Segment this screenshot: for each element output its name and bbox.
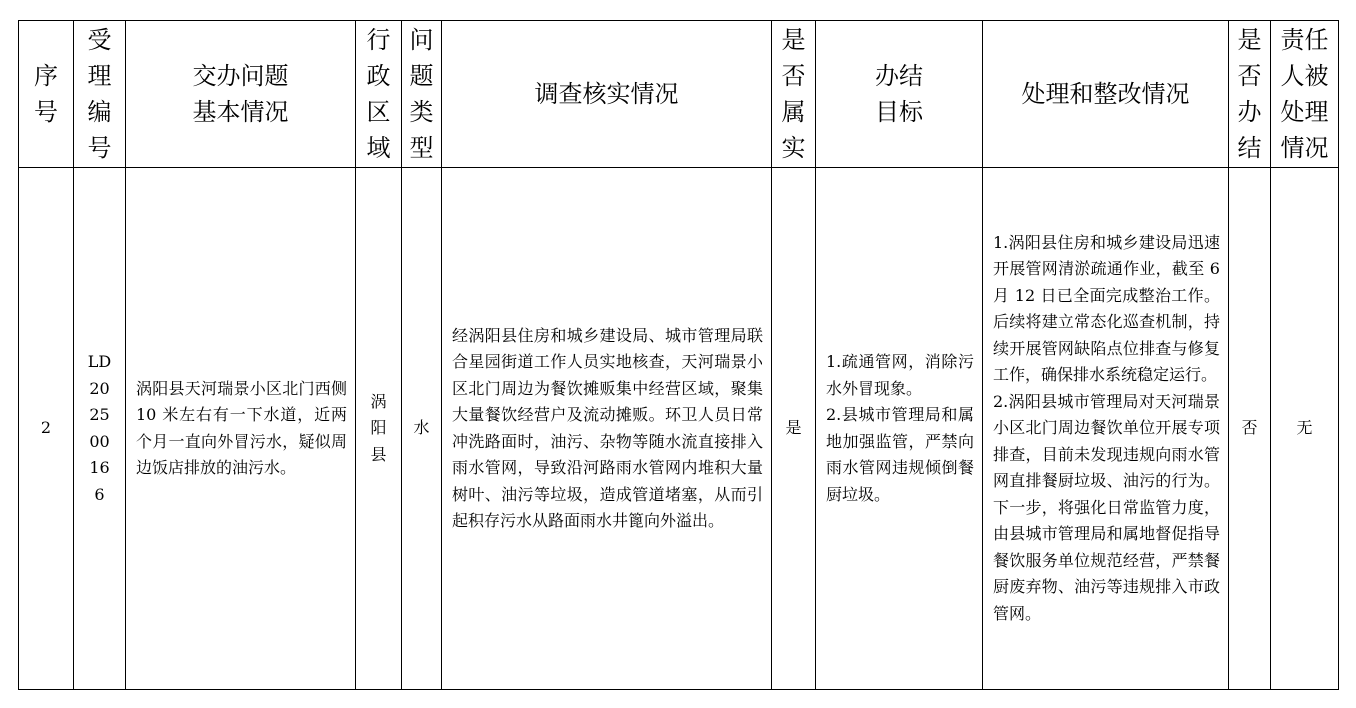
- cell-receipt-no: LD202500166: [74, 168, 126, 690]
- case-table: [18, 20, 1339, 690]
- header-type: 问题类型: [402, 21, 442, 168]
- cell-handling: 1.涡阳县住房和城乡建设局迅速开展管网清淤疏通作业，截至 6 月 12 日已全面完成整治工作。后续将建立常态化巡查机制，持续开展管网缺陷点位排查与修复工作，确保排水系统稳定运行。 2.涡阳县城市管理局对天河瑞景小区北门周边餐饮单位开展专项排查，目前未发现违规向雨水管网直排餐厨垃圾、油污的行为。下一步，将强化日常监管力度，由县城市管理局和属地督促指导餐饮服务单位规范经营，严禁餐厨废弃物、油污等违规排入市政管网。: [983, 168, 1229, 690]
- cell-type: 水: [402, 168, 442, 690]
- header-verified: 是否属实: [772, 21, 816, 168]
- cell-seq: 2: [19, 168, 74, 690]
- cell-issue: 涡阳县天河瑞景小区北门西侧 10 米左右有一下水道，近两个月一直向外冒污水，疑似周边饭店排放的油污水。: [126, 168, 356, 690]
- header-target: 办结 目标: [816, 21, 983, 168]
- header-closed: 是否办结: [1229, 21, 1271, 168]
- header-receipt-no: 受理编号: [74, 21, 126, 168]
- cell-investigation: 经涡阳县住房和城乡建设局、城市管理局联合星园街道工作人员实地核查，天河瑞景小区北门周边为餐饮摊贩集中经营区域，聚集大量餐饮经营户及流动摊贩。环卫人员日常冲洗路面时，油污、杂物等随水流直接排入雨水管网，导致沿河路雨水管网内堆积大量树叶、油污等垃圾，造成管道堵塞，从而引起积存污水从路面雨水井篦向外溢出。: [442, 168, 772, 690]
- table-row: [19, 168, 1339, 690]
- cell-region: 涡阳县: [356, 168, 402, 690]
- header-seq: 序号: [19, 21, 74, 168]
- header-handling: 处理和整改情况: [983, 21, 1229, 168]
- cell-closed: 否: [1229, 168, 1271, 690]
- header-investigation: 调查核实情况: [442, 21, 772, 168]
- header-row: [19, 21, 1339, 168]
- header-region: 行政区域: [356, 21, 402, 168]
- header-accountability: 责任人被处理情况: [1271, 21, 1339, 168]
- cell-target: 1.疏通管网，消除污水外冒现象。 2.县城市管理局和属地加强监管，严禁向雨水管网违规倾倒餐厨垃圾。: [816, 168, 983, 690]
- cell-verified: 是: [772, 168, 816, 690]
- header-issue: 交办问题 基本情况: [126, 21, 356, 168]
- cell-accountability: 无: [1271, 168, 1339, 690]
